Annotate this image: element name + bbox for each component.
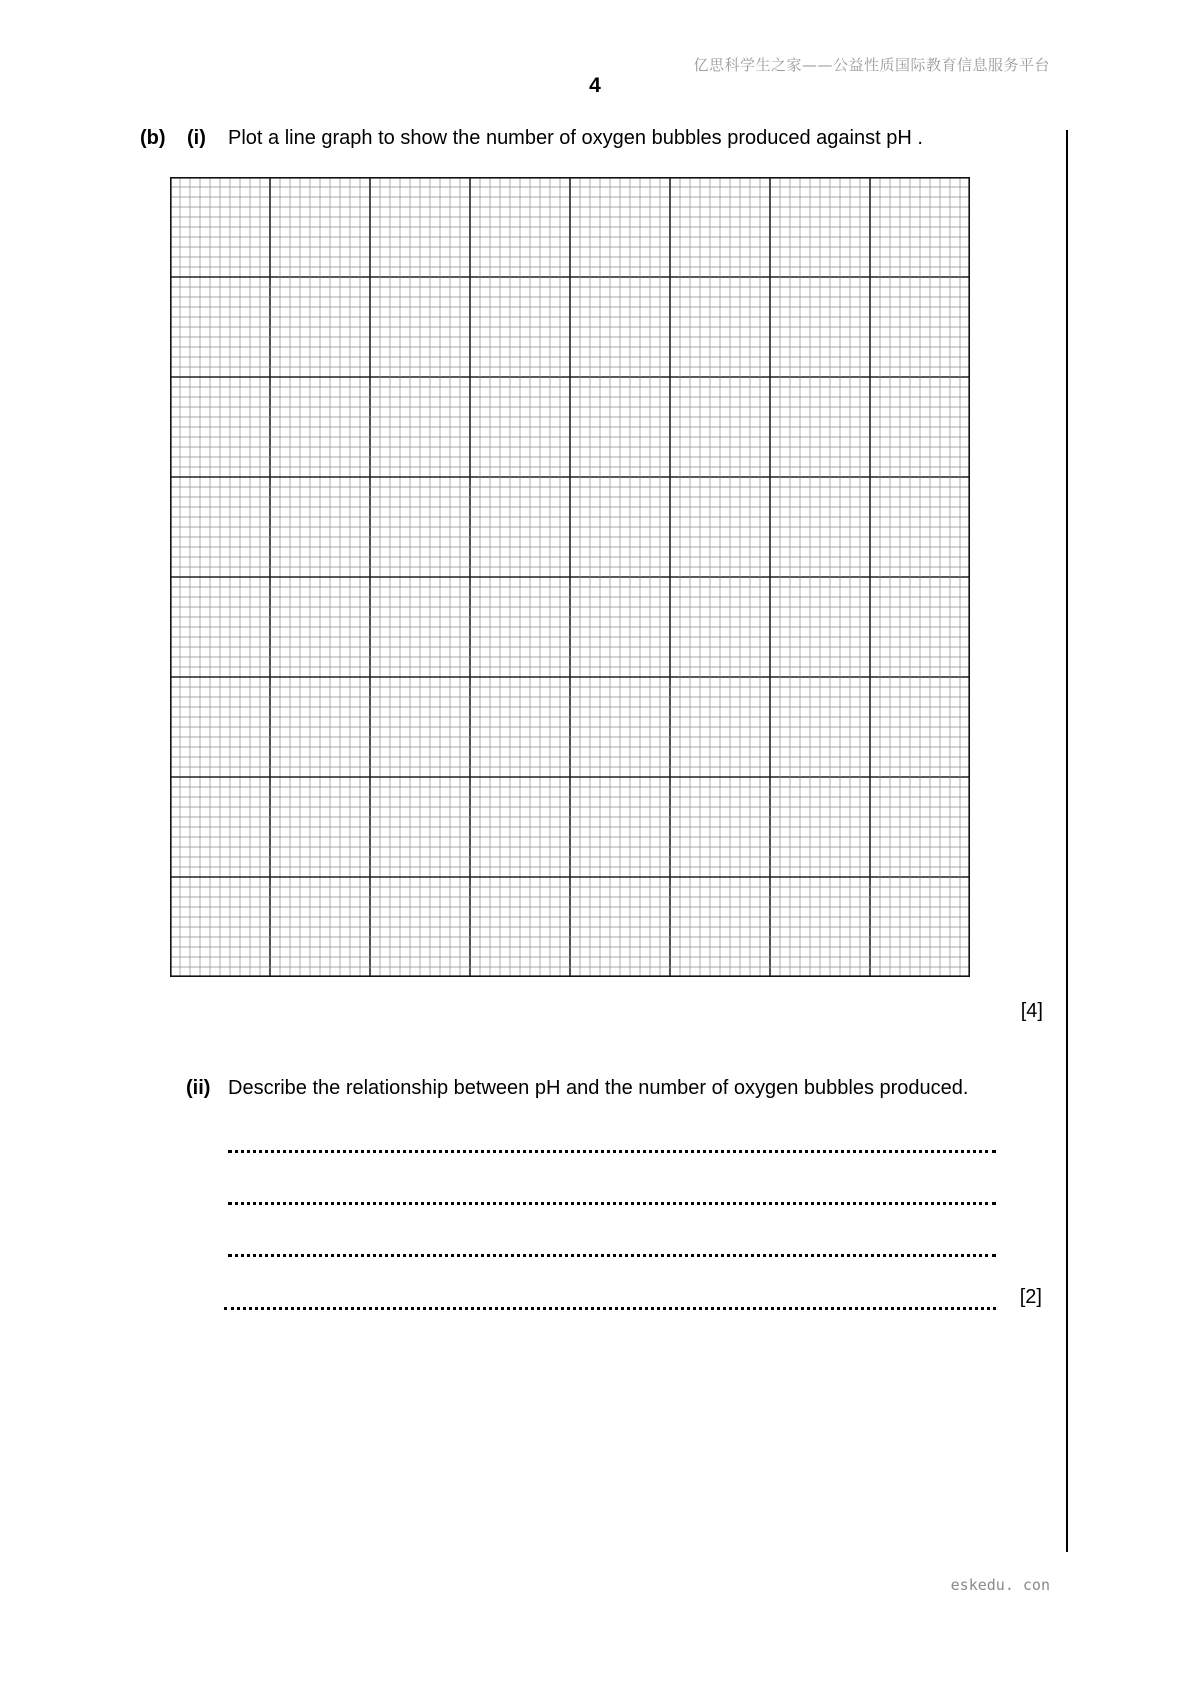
answer-line-1[interactable] — [228, 1150, 996, 1153]
page-number: 4 — [589, 74, 601, 97]
question-part-label: (b) — [140, 127, 166, 149]
answer-line-3[interactable] — [228, 1254, 996, 1257]
graph-paper-grid — [170, 177, 970, 977]
header-watermark: 亿思科学生之家——公益性质国际教育信息服务平台 — [693, 56, 1050, 74]
footer-watermark: eskedu. con — [950, 1576, 1050, 1594]
marks-i: [4] — [1020, 1000, 1043, 1022]
question-i-text: Plot a line graph to show the number of oxygen bubbles produced against pH . — [228, 127, 923, 149]
answer-line-2[interactable] — [228, 1202, 996, 1205]
marks-ii: [2] — [1019, 1286, 1042, 1308]
margin-rule — [1066, 130, 1068, 1552]
question-sub-label-ii: (ii) — [186, 1077, 211, 1099]
question-ii-text: Describe the relationship between pH and the number of oxygen bubbles produced. — [228, 1077, 969, 1099]
graph-paper[interactable] — [170, 177, 970, 982]
question-sub-label-i: (i) — [187, 127, 206, 149]
answer-line-4[interactable] — [224, 1307, 996, 1310]
